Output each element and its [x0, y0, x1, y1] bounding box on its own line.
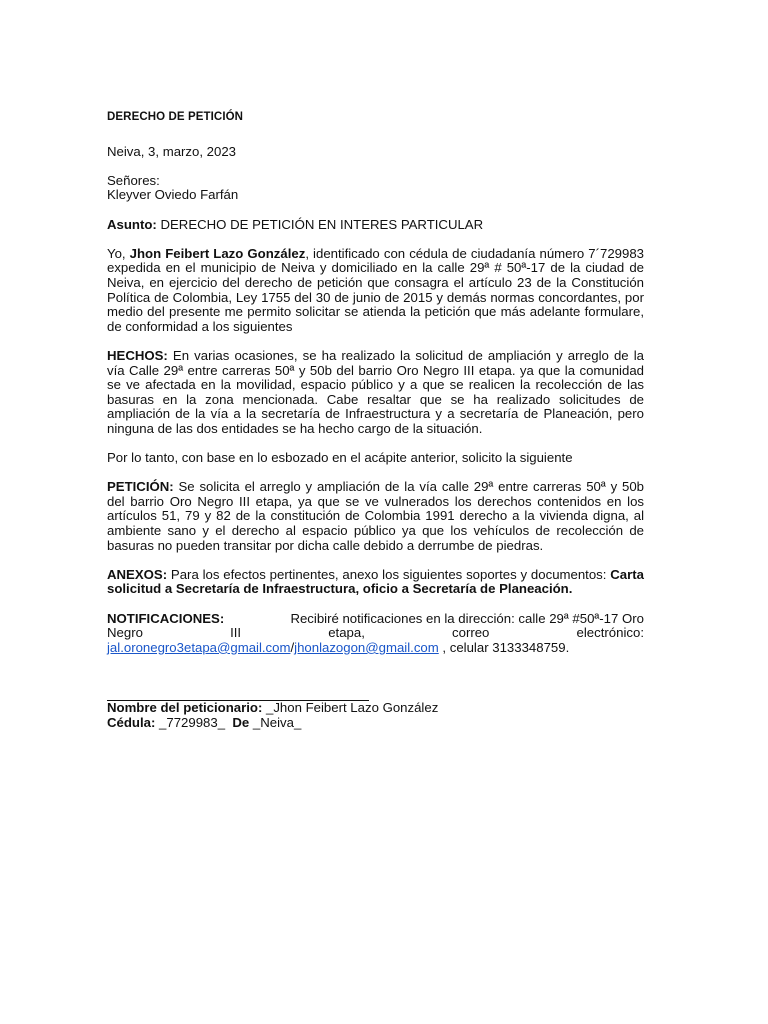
- date-line: Neiva, 3, marzo, 2023: [107, 143, 237, 159]
- hechos-label: HECHOS:: [107, 347, 168, 363]
- email-link-1[interactable]: jal.oronegro3etapa@gmail.com: [107, 639, 291, 655]
- notif-line-1: [107, 612, 644, 627]
- document-page: [107, 110, 644, 731]
- anexos-label: ANEXOS:: [107, 566, 168, 582]
- notif-word: Negro: [107, 625, 143, 641]
- salutation: Señores:: [107, 172, 160, 188]
- notif-label: NOTIFICACIONES:: [107, 610, 225, 626]
- notif-line-3: [107, 641, 644, 656]
- petitioner-name: Jhon Feibert Lazo González: [129, 245, 306, 261]
- signature-name-line: [107, 701, 644, 716]
- notif-text: Recibiré notificaciones en la dirección: calle 29ª #50ª-17 Oro: [290, 610, 644, 626]
- document-title: DERECHO DE PETICIÓN: [107, 111, 244, 123]
- notif-word: etapa,: [328, 625, 365, 641]
- peticion-paragraph: [107, 480, 644, 553]
- hechos-text: En varias ocasiones, se ha realizado la solicitud de ampliación y arreglo de la vía Calle 29ª entre carreras 50ª y 50b del barrio Oro Negro III etapa. ya que la comunidad se ve afectada en la movilidad, espacio público y a que se realicen la recolección de las basuras en la zona mencionada. Cabe resaltar que se ha realizado solicitudes de ampliación de la vía a la secretaría de Infraestructura y a secretaría de Planeación, pero ninguna de las dos entidades se ha hecho cargo de la situación.: [107, 347, 644, 436]
- notif-word: electrónico:: [576, 625, 644, 641]
- recipient-name: Kleyver Oviedo Farfán: [107, 187, 239, 203]
- signature-id-label: Cédula:: [107, 714, 156, 730]
- signature-city-value: _Neiva_: [249, 714, 302, 730]
- notificaciones-paragraph: [107, 612, 644, 656]
- anexos-list: Carta solicitud a Secretaría de Infraestructura, oficio a Secretaría de Planeación.: [107, 566, 644, 597]
- peticion-text: Se solicita el arreglo y ampliación de la vía calle 29ª entre carreras 50ª y 50b del barrio Oro Negro III etapa, ya que se ve vulnerados los derechos contenidos en los artículos 51, 79 y 82 de la constitución de Colombia 1991 derecho a la vivienda digna, al ambiente sano y el derecho al espacio público ya que los vehículos de recolección de basuras no pueden transitar por dicha calle debido a derrumbe de piedras.: [107, 479, 644, 553]
- signature-id-value: _7729983_: [155, 714, 233, 730]
- signature-city-label: De: [232, 714, 250, 730]
- subject-label: Asunto:: [107, 216, 157, 232]
- anexos-paragraph: [107, 568, 644, 597]
- peticion-label: PETICIÓN:: [107, 479, 174, 495]
- subject-line: [107, 218, 644, 233]
- notif-word: III: [230, 625, 242, 641]
- subject-text: DERECHO DE PETICIÓN EN INTERES PARTICULAR: [156, 216, 484, 232]
- intro-prefix: Yo,: [107, 245, 130, 261]
- signature-name-value: _Jhon Feibert Lazo González: [262, 700, 439, 716]
- email-separator: /: [290, 639, 295, 655]
- anexos-text: Para los efectos pertinentes, anexo los siguientes soportes y documentos:: [167, 566, 607, 582]
- phone-text: , celular 3133348759.: [438, 639, 570, 655]
- transition-paragraph: Por lo tanto, con base en lo esbozado en el acápite anterior, solicito la siguiente: [107, 450, 573, 466]
- hechos-paragraph: [107, 349, 644, 437]
- notif-line-2: [107, 626, 644, 641]
- signature-id-line: [107, 716, 644, 731]
- email-link-2[interactable]: jhonlazogon@gmail.com: [294, 639, 439, 655]
- intro-paragraph: [107, 247, 644, 335]
- notif-word: correo: [452, 625, 490, 641]
- intro-text: , identificado con cédula de ciudadanía número 7´729983 expedida en el municipio de Neiva y domiciliado en la calle 29ª # 50ª-17 de la ciudad de Neiva, en ejercicio del derecho de petición que consagra el artículo 23 de la Constitución Política de Colombia, Ley 1755 del 30 de junio de 2015 y demás normas concordantes, por medio del presente me permito solicitar se atienda la petición que más adelante formulare, de conformidad a los siguientes: [107, 245, 645, 334]
- signature-name-label: Nombre del peticionario:: [107, 700, 263, 716]
